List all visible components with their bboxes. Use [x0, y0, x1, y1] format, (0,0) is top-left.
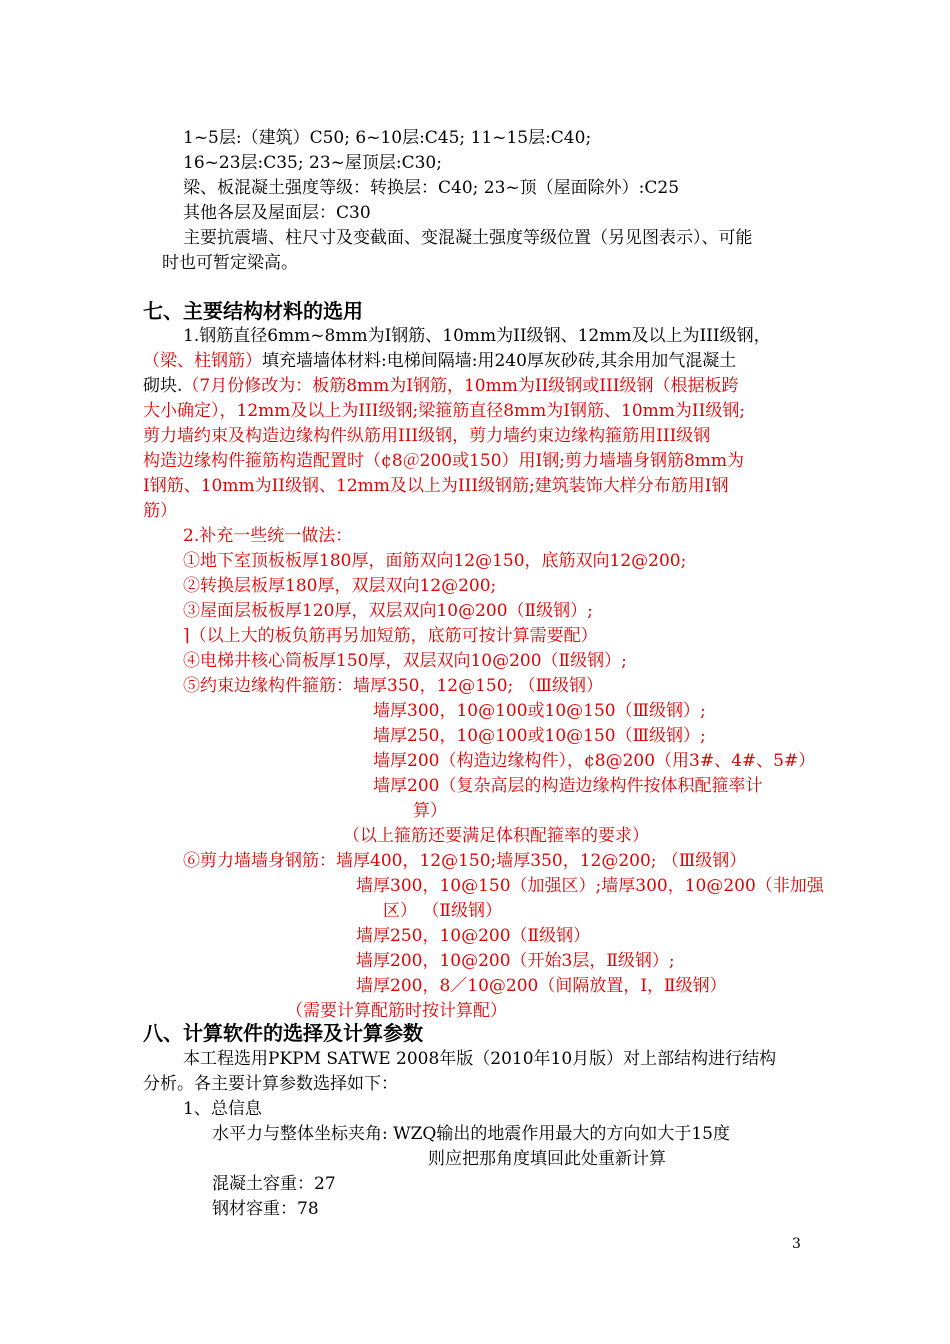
- shear-wall-300: 墙厚300，10@150（加强区）;墙厚300，10@200（非加强: [356, 876, 824, 896]
- revision-line-1: 大小确定），12mm及以上为III级钢;梁箍筋直径8mm为I钢筋、10mm为II级钢;: [143, 401, 746, 421]
- software-line-1: 本工程选用PKPM SATWE 2008年版（2010年10月版）对上部结构进行结构: [183, 1049, 777, 1069]
- item-elevator-core-slab: ④电梯井核心筒板厚150厚，双层双向10@200（Ⅱ级钢）;: [183, 651, 627, 671]
- block-text: 砌块.: [143, 376, 183, 396]
- page-number: 3: [792, 1236, 801, 1252]
- calc-rebar-note: （需要计算配筋时按计算配）: [286, 1001, 507, 1021]
- wall-column-note-cont: 时也可暂定梁高。: [162, 253, 298, 273]
- concrete-grade-line-1: 1~5层:（建筑）C50; 6~10层:C45; 11~15层:C40;: [183, 128, 592, 148]
- concrete-density-param: 混凝土容重：27: [212, 1174, 336, 1194]
- shear-wall-200-b: 墙厚200，8／10@200（间隔放置，Ⅰ，Ⅱ级钢）: [356, 976, 727, 996]
- item-roof-slab: ③屋面层板板厚120厚，双层双向10@200（Ⅱ级钢）;: [183, 601, 593, 621]
- wall-column-note-line: 主要抗震墙、柱尺寸及变截面、变混凝土强度等级位置（另见图表示）、可能: [183, 228, 753, 248]
- item-transfer-slab: ②转换层板厚180厚，双层双向12@200;: [183, 576, 497, 596]
- revision-line-3: 构造边缘构件箍筋构造配置时（¢8＠200或150）用I钢;剪力墙墙身钢筋8mm为: [143, 451, 745, 471]
- boundary-wall-200-a: 墙厚200（构造边缘构件），¢8@200（用3#、4#、5#）: [373, 751, 816, 771]
- item-boundary-stirrups: ⑤约束边缘构件箍筋：墙厚350，12@150; （Ⅲ级钢）: [183, 676, 604, 696]
- rebar-spec-line-2: [143, 350, 736, 372]
- rebar-spec-line-3: [143, 375, 738, 397]
- shear-wall-300-cont: 区） （Ⅱ级钢）: [383, 901, 502, 921]
- section-7-heading: 七、主要结构材料的选用: [143, 299, 363, 323]
- july-revision-text: （7月份修改为：板筋8mm为I钢筋，10mm为II级钢或III级钢（根据板跨: [182, 376, 739, 396]
- stirrup-volume-note: （以上箍筋还要满足体积配箍率的要求）: [343, 826, 649, 846]
- item-shear-wall-rebar: ⑥剪力墙墙身钢筋：墙厚400，12@150;墙厚350，12@200; （Ⅲ级钢）: [183, 851, 747, 871]
- general-info-heading: 1、总信息: [183, 1099, 262, 1119]
- infill-wall-material: 填充墙墙体材料:电梯间隔墙:用240厚灰砂砖,其余用加气混凝土: [262, 351, 737, 371]
- steel-density-param: 钢材容重：78: [212, 1199, 319, 1219]
- software-line-2: 分析。各主要计算参数选择如下：: [143, 1074, 398, 1094]
- horizontal-angle-param-cont: 则应把那角度填回此处重新计算: [428, 1149, 666, 1169]
- beam-column-rebar-note: （梁、柱钢筋）: [143, 351, 262, 371]
- boundary-wall-250: 墙厚250，10@100或10@150（Ⅲ级钢）;: [373, 726, 706, 746]
- other-floors-grade-line: 其他各层及屋面层：C30: [183, 203, 371, 223]
- horizontal-angle-param: 水平力与整体坐标夹角: WZQ输出的地震作用最大的方向如大于15度: [212, 1124, 730, 1144]
- shear-wall-200-a: 墙厚200，10@200（开始3层，Ⅱ级钢）;: [356, 951, 675, 971]
- boundary-wall-200-b: 墙厚200（复杂高层的构造边缘构件按体积配箍率计: [373, 776, 763, 796]
- concrete-grade-line-2: 16~23层:C35; 23~屋顶层:C30;: [183, 153, 442, 173]
- rebar-spec-line-1: 1.钢筋直径6mm~8mm为I钢筋、10mm为II级钢、12mm及以上为III级钢，: [183, 326, 771, 346]
- revision-line-2: 剪力墙约束及构造边缘构件纵筋用III级钢，剪力墙约束边缘构箍筋用III级钢: [143, 426, 711, 446]
- boundary-wall-200-b-cont: 算）: [413, 801, 447, 821]
- revision-line-5: 筋）: [143, 501, 177, 521]
- boundary-wall-300: 墙厚300，10@100或10@150（Ⅲ级钢）;: [373, 701, 706, 721]
- supplement-heading: 2.补充一些统一做法：: [183, 526, 353, 546]
- revision-line-4: I钢筋、10mm为II级钢、12mm及以上为III级钢筋;建筑装饰大样分布筋用I钢: [143, 476, 729, 496]
- item-slab-note: ⌉（以上大的板负筋再另加短筋，底筋可按计算需要配）: [183, 626, 598, 646]
- beam-slab-grade-line: 梁、板混凝土强度等级：转换层：C40; 23~顶（屋面除外）:C25: [183, 178, 680, 198]
- item-basement-roof-slab: ①地下室顶板板厚180厚，面筋双向12@150，底筋双向12@200;: [183, 551, 687, 571]
- section-8-heading: 八、计算软件的选择及计算参数: [143, 1021, 423, 1045]
- shear-wall-250: 墙厚250，10@200（Ⅱ级钢）: [356, 926, 591, 946]
